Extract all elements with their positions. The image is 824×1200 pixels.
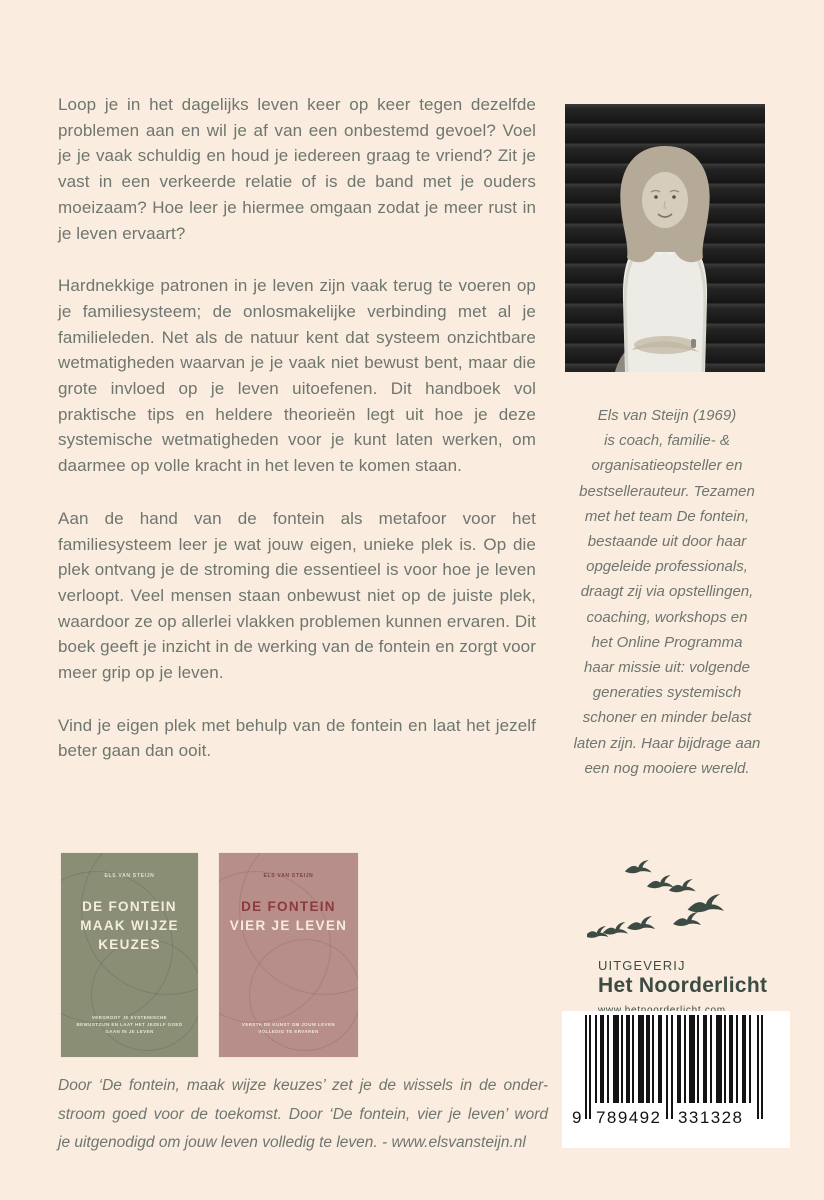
barcode-graphic (571, 1015, 781, 1127)
isbn-digit-left: 9 (572, 1108, 582, 1127)
bottom-quote-line: je uitgenodigd om jouw leven volledig te leven. - www.elsvansteijn.nl (58, 1134, 526, 1152)
cover-subtitle: VERSTA DE KUNST OM JOUW LEVEN VOLLEDIG TE ERVAREN (241, 1022, 336, 1034)
bottom-quote-line: Door ‘De fontein, maak wijze keuzes’ zet je de wissels in de onder- (58, 1077, 548, 1094)
cover-author-name: ELS VAN STEIJN (104, 873, 155, 879)
cover-title-line: MAAK WIJZE (80, 918, 179, 933)
cover-title-line: DE FONTEIN (241, 899, 336, 914)
bottom-quote (58, 1072, 548, 1158)
publisher-name: Het Noorderlicht (598, 974, 768, 997)
author-bio-line: schoner en minder belast (582, 709, 752, 727)
bottom-quote-line: stroom goed voor de toekomst. Door ‘De fontein, vier je leven’ word (58, 1105, 548, 1123)
author-bio-line: coaching, workshops en (586, 608, 748, 626)
author-photo (565, 104, 765, 372)
book-cover-maak-wijze-keuzes (61, 853, 198, 1057)
cover-title (61, 897, 198, 954)
author-bio-line: generaties systemisch (592, 684, 742, 702)
author-bio-line: haar missie uit: volgende (584, 659, 750, 677)
blurb-paragraph: Loop je in het dagelijks leven keer op keer tegen dezelfde problemen aan en wil je af van een onbestemd gevoel? Voel je je vaak schuldig en houd je iedereen graag te vriend? Zit je vast in een verkeerde relatie of is de band met je ouders moeizaam? Hoe leer je hiermee omgaan zodat je meer rust in je leven ervaart? (58, 95, 536, 243)
publisher-block (585, 856, 795, 1016)
author-bio-line: draagt zij via opstellingen, (580, 583, 754, 601)
cover-title-line: KEUZES (98, 937, 161, 952)
author-bio-line: het Online Programma (591, 633, 743, 651)
cover-author-name: ELS VAN STEIJN (263, 873, 314, 879)
back-cover-blurb (58, 92, 536, 791)
author-bio-line: bestsellerauteur. Tezamen (579, 482, 755, 500)
author-bio-line: laten zijn. Haar bijdrage aan (573, 734, 761, 752)
author-bio-line: bestaande uit door haar (587, 533, 747, 551)
cover-title-line: VIER JE LEVEN (229, 918, 348, 933)
author-portrait-illustration (565, 104, 765, 372)
publisher-label: UITGEVERIJ (598, 958, 686, 973)
author-bio-line: Els van Steijn (1969) (597, 407, 737, 424)
author-bio (545, 403, 789, 781)
isbn-barcode (562, 1011, 790, 1148)
blurb-paragraph: Hardnekkige patronen in je leven zijn vaak terug te voeren op je familiesysteem; de onlosmakelijke verbinding met al je familieleden. Net als de natuur kent dat systeem onzichtbare wetmatigheden waarvan je je vaak niet bewust bent, maar die grote invloed op je leven uitoefenen. Dit handboek vol praktische tips en heldere theorieën legt uit hoe je deze systemische wetmatigheden voor je kunt laten werken, om daarmee op volle kracht in het leven te komen staan. (58, 276, 536, 476)
book-cover-vier-je-leven (219, 853, 358, 1057)
blurb-paragraph: Aan de hand van de fontein als metafoor voor het familiesysteem leer je wat jouw eigen, unieke plek is. Op die plek ontvang je de stroming die essentieel is voor hoe je leven verloopt. Veel mensen staan onbewust niet op de juiste plek, waardoor ze op allerlei vlakken problemen kunnen ervaren. Dit boek geeft je inzicht in de werking van de fontein en zorgt voor meer grip op je leven. (58, 508, 536, 683)
cover-title-line: DE FONTEIN (82, 899, 177, 914)
blurb-paragraph: Vind je eigen plek met behulp van de fontein en laat het jezelf beter gaan dan ooit. (58, 715, 536, 761)
fountain-ring-decoration (219, 871, 331, 1023)
author-bio-line: met het team De fontein, (584, 507, 750, 525)
cover-title (219, 897, 358, 935)
isbn-digits-right: 331328 (678, 1108, 742, 1127)
author-bio-line: opgeleide professionals, (586, 558, 748, 576)
author-bio-line: is coach, familie- & (604, 432, 730, 450)
isbn-digits-mid: 789492 (596, 1108, 660, 1127)
author-bio-line: een nog mooiere wereld. (584, 759, 750, 777)
author-bio-line: organisatieopsteller en (591, 457, 743, 475)
flying-birds-logo-icon (587, 856, 737, 951)
cover-subtitle: VERGROOT JE SYSTEMISCHE BEWUSTZIJN EN LAAT HET JEZELF GOED GAAN IN JE LEVEN (76, 1015, 183, 1034)
